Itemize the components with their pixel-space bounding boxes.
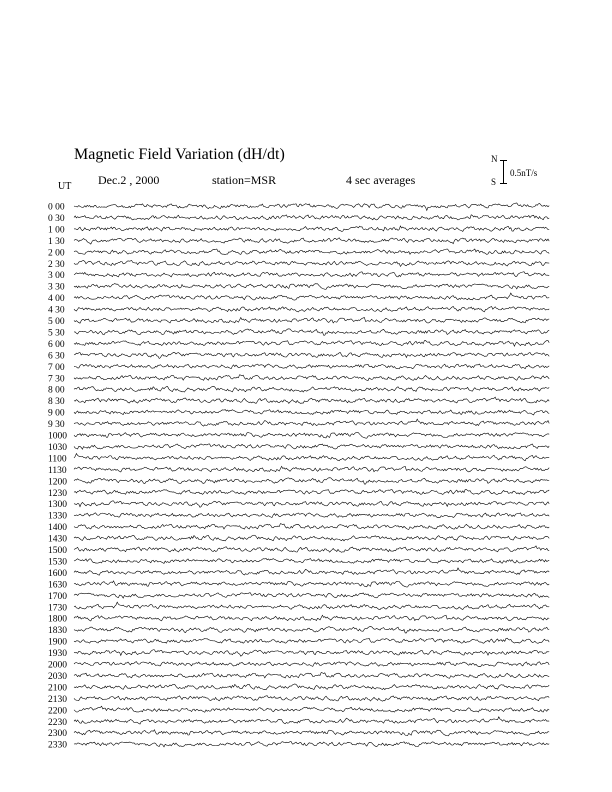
trace-line <box>74 627 549 633</box>
trace-line <box>74 397 549 403</box>
trace-line <box>74 742 549 747</box>
averaging-label: 4 sec averages <box>346 173 416 187</box>
trace-line <box>74 535 549 541</box>
row-label: 1400 <box>48 523 67 534</box>
trace-line <box>74 593 549 598</box>
scale-value-label: 0.5nT/s <box>510 168 538 178</box>
trace-line <box>74 558 549 563</box>
row-label: 1800 <box>48 614 67 625</box>
trace-line <box>74 568 549 575</box>
trace-line <box>74 386 549 392</box>
date-label: Dec.2 , 2000 <box>98 173 160 187</box>
row-label: 4 00 <box>48 294 65 305</box>
trace-line <box>74 226 549 231</box>
row-label: 1130 <box>48 465 67 476</box>
row-label: 1730 <box>48 603 67 614</box>
row-label: 1700 <box>48 591 67 602</box>
trace-line <box>74 546 549 552</box>
row-label: 2200 <box>48 706 67 717</box>
trace-line <box>74 638 549 643</box>
row-label: 2300 <box>48 729 67 740</box>
row-label: 8 30 <box>48 397 65 408</box>
scale-north-label: N <box>491 154 498 164</box>
row-label: 1530 <box>48 557 67 568</box>
row-label: 5 00 <box>48 317 65 327</box>
trace-line <box>74 238 549 244</box>
trace-line <box>74 662 549 667</box>
row-label: 1630 <box>48 580 67 591</box>
row-label: 2230 <box>48 717 67 728</box>
row-label: 2100 <box>48 683 67 694</box>
ut-axis-label: UT <box>58 181 72 192</box>
row-label: 1330 <box>48 511 67 522</box>
trace-line <box>74 602 549 609</box>
trace-line <box>74 524 549 530</box>
row-label: 1000 <box>48 431 67 442</box>
trace-line <box>74 203 549 211</box>
row-label: 6 30 <box>48 351 65 362</box>
row-label: 3 30 <box>48 282 65 293</box>
row-label: 2130 <box>48 694 67 705</box>
trace-line <box>74 706 549 712</box>
trace-line <box>74 329 549 335</box>
row-label: 1300 <box>48 500 67 511</box>
trace-line <box>74 615 549 621</box>
row-label: 0 30 <box>48 213 65 224</box>
trace-line <box>74 410 549 415</box>
row-label: 7 30 <box>48 374 65 385</box>
row-label: 1 30 <box>48 236 65 247</box>
row-label: 7 00 <box>48 362 65 373</box>
trace-line <box>74 696 549 701</box>
trace-line <box>74 352 549 358</box>
trace-line <box>74 215 549 220</box>
row-label: 1500 <box>48 546 67 556</box>
chart-title: Magnetic Field Variation (dH/dt) <box>74 146 285 163</box>
row-label: 0 00 <box>48 202 65 213</box>
trace-line <box>74 375 549 381</box>
row-label: 2 00 <box>48 248 65 259</box>
row-label: 2030 <box>48 671 67 682</box>
trace-line <box>74 453 549 460</box>
trace-line <box>74 341 549 347</box>
trace-line <box>74 444 549 449</box>
row-label: 2330 <box>48 740 67 751</box>
row-label: 9 00 <box>48 408 65 419</box>
row-label: 1 00 <box>48 225 65 236</box>
row-label: 1430 <box>48 534 67 545</box>
trace-line <box>74 432 549 438</box>
row-label: 6 00 <box>48 339 65 350</box>
row-label: 9 30 <box>48 420 65 431</box>
row-label: 1830 <box>48 626 67 637</box>
row-label: 4 30 <box>48 305 65 316</box>
trace-line <box>74 318 549 324</box>
trace-line <box>74 466 549 472</box>
trace-line <box>74 581 549 587</box>
trace-line <box>74 717 549 724</box>
row-label: 1900 <box>48 637 67 648</box>
row-label: 5 30 <box>48 328 65 339</box>
trace-line <box>74 293 549 300</box>
trace-line <box>74 478 549 484</box>
trace-line <box>74 419 549 426</box>
row-label: 1200 <box>48 477 67 488</box>
trace-line <box>74 284 549 290</box>
trace-line <box>74 249 549 255</box>
row-label: 3 00 <box>48 271 65 282</box>
trace-line <box>74 489 549 494</box>
trace-line <box>74 261 549 267</box>
row-label: 8 00 <box>48 385 65 396</box>
row-label: 1030 <box>48 442 67 453</box>
row-label: 1600 <box>48 568 67 579</box>
row-label: 2 30 <box>48 259 65 270</box>
scale-south-label: S <box>491 177 497 187</box>
trace-line <box>74 650 549 656</box>
trace-line <box>74 730 549 736</box>
row-label: 2000 <box>48 660 67 671</box>
trace-line <box>74 513 549 518</box>
row-label: 1100 <box>48 454 67 465</box>
row-label: 1930 <box>48 649 67 660</box>
trace-line <box>74 672 549 678</box>
trace-line <box>74 306 549 312</box>
station-label: station=MSR <box>212 173 277 187</box>
trace-line <box>74 684 549 690</box>
trace-line <box>74 501 549 507</box>
row-label: 1230 <box>48 488 67 499</box>
trace-line <box>74 272 549 277</box>
trace-line <box>74 364 549 369</box>
